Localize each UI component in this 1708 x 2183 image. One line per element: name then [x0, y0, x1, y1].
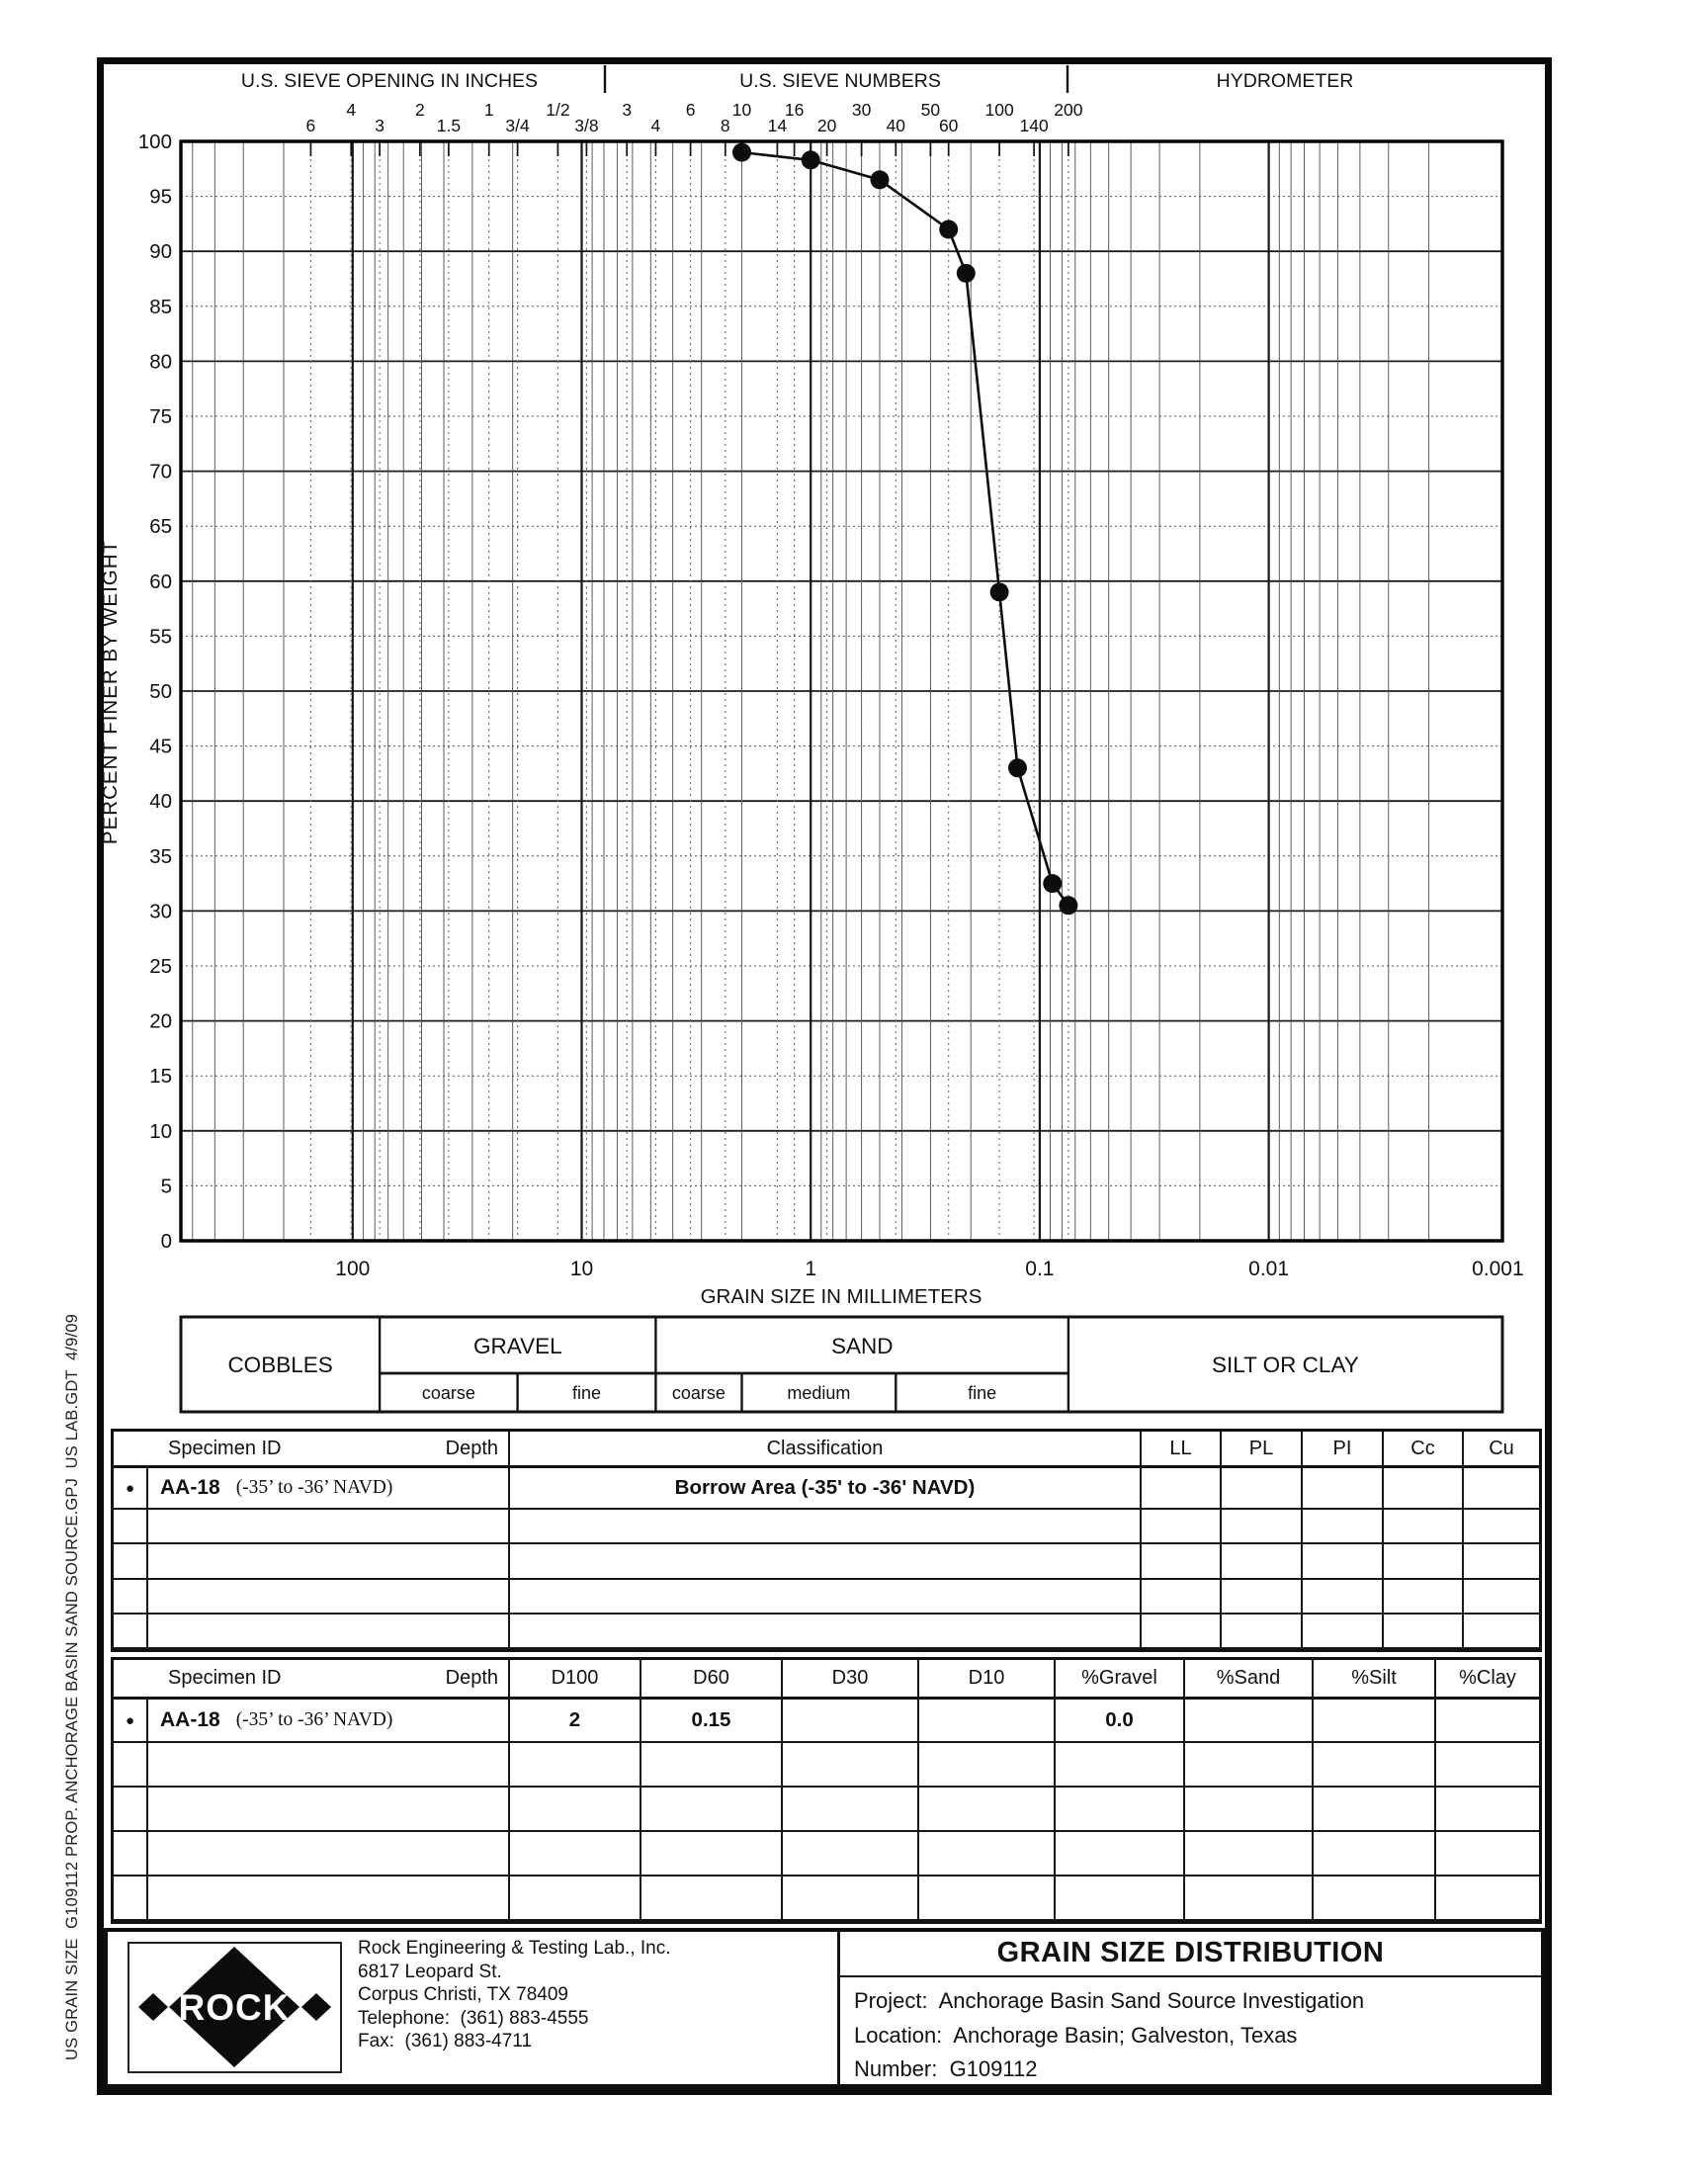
svg-text:10: 10 [149, 1119, 172, 1143]
empty-cell [1222, 1544, 1303, 1579]
empty-cell [510, 1877, 641, 1921]
cu-value [1464, 1468, 1539, 1510]
empty-cell [783, 1788, 919, 1832]
empty-cell [148, 1615, 510, 1649]
t1-header-ll: LL [1142, 1432, 1222, 1468]
d10-value [919, 1700, 1056, 1743]
empty-cell [1142, 1544, 1222, 1579]
y-axis-labels [138, 131, 172, 1253]
svg-text:25: 25 [149, 955, 172, 978]
size-fraction-labels [227, 1334, 1358, 1403]
svg-text:40: 40 [886, 116, 906, 135]
specimen-bullet: ● [114, 1468, 148, 1510]
rock-logo [128, 1942, 342, 2073]
svg-text:85: 85 [149, 295, 172, 318]
empty-cell [783, 1877, 919, 1921]
svg-text:80: 80 [149, 350, 172, 374]
empty-cell [1185, 1743, 1314, 1788]
svg-text:100: 100 [335, 1258, 371, 1280]
svg-text:14: 14 [767, 116, 788, 135]
empty-cell [510, 1832, 641, 1877]
empty-cell [1185, 1832, 1314, 1877]
rock-logo-icon [129, 1944, 340, 2071]
pctclay-value [1436, 1700, 1539, 1743]
svg-text:medium: medium [787, 1383, 851, 1403]
sieve-size-labels [306, 100, 1083, 135]
svg-text:6: 6 [305, 116, 316, 135]
ll-value [1142, 1468, 1222, 1510]
empty-cell [1222, 1615, 1303, 1649]
svg-text:100: 100 [137, 131, 172, 153]
svg-text:4: 4 [346, 100, 357, 120]
logo-right-diamond-icon [301, 1993, 331, 2021]
svg-text:0.01: 0.01 [1248, 1258, 1290, 1280]
empty-cell [510, 1544, 1142, 1579]
svg-text:75: 75 [149, 405, 172, 428]
svg-text:60: 60 [938, 116, 959, 135]
empty-cell [1056, 1832, 1185, 1877]
empty-cell [1464, 1544, 1539, 1579]
empty-cell [148, 1544, 510, 1579]
svg-text:COBBLES: COBBLES [227, 1353, 333, 1377]
top-axis-headers [241, 65, 1353, 93]
svg-text:10: 10 [569, 1258, 594, 1280]
svg-text:2: 2 [415, 100, 425, 120]
empty-cell [1314, 1832, 1436, 1877]
logo-left-diamond-icon [138, 1993, 168, 2021]
empty-cell [1436, 1877, 1539, 1921]
empty-cell [1056, 1743, 1185, 1788]
empty-cell [114, 1743, 148, 1788]
company-address-line: Fax: (361) 883-4711 [358, 2031, 533, 2052]
logo-text: ROCK [178, 1987, 291, 2028]
project-info-line: Project: Anchorage Basin Sand Source Investigation [854, 1988, 1365, 2013]
svg-text:3: 3 [375, 116, 384, 135]
specimen-id-depth: AA-18 (-35’ to -36’ NAVD) [148, 1468, 510, 1510]
y-axis-title: PERCENT FINER BY WEIGHT [99, 539, 122, 845]
svg-text:8: 8 [720, 116, 730, 135]
svg-text:90: 90 [149, 240, 172, 264]
empty-cell [1142, 1615, 1222, 1649]
svg-text:60: 60 [149, 569, 172, 593]
empty-cell [641, 1743, 783, 1788]
empty-cell [148, 1743, 510, 1788]
pl-value [1222, 1468, 1303, 1510]
empty-cell [783, 1832, 919, 1877]
svg-text:30: 30 [149, 900, 172, 923]
d60-value: 0.15 [641, 1700, 783, 1743]
empty-cell [1436, 1788, 1539, 1832]
svg-text:0.001: 0.001 [1472, 1258, 1524, 1280]
svg-text:70: 70 [149, 460, 172, 483]
empty-cell [1384, 1510, 1464, 1544]
company-address [358, 1937, 671, 2053]
svg-text:140: 140 [1019, 116, 1049, 135]
empty-cell [1464, 1615, 1539, 1649]
svg-text:1.5: 1.5 [436, 116, 462, 135]
svg-text:35: 35 [149, 844, 172, 868]
t2-header-d100: D100 [510, 1660, 641, 1700]
svg-text:3: 3 [622, 100, 633, 120]
empty-cell [148, 1580, 510, 1615]
svg-text:fine: fine [571, 1383, 602, 1403]
t1-header-cu: Cu [1464, 1432, 1539, 1468]
svg-text:15: 15 [149, 1065, 172, 1089]
empty-cell [1314, 1877, 1436, 1921]
empty-cell [148, 1510, 510, 1544]
svg-text:U.S. SIEVE OPENING IN INCHES: U.S. SIEVE OPENING IN INCHES [240, 70, 539, 92]
svg-text:65: 65 [149, 515, 172, 539]
t2-header-d10: D10 [919, 1660, 1056, 1700]
svg-text:55: 55 [149, 625, 172, 649]
svg-text:coarse: coarse [421, 1383, 475, 1403]
empty-cell [114, 1615, 148, 1649]
project-block [840, 1932, 1541, 2084]
svg-text:3/8: 3/8 [574, 116, 599, 135]
company-address-line: 6817 Leopard St. [358, 1961, 502, 1982]
svg-text:1/2: 1/2 [546, 100, 570, 120]
d30-value [783, 1700, 919, 1743]
svg-text:fine: fine [968, 1383, 997, 1403]
pctsand-value [1185, 1700, 1314, 1743]
pctsilt-value [1314, 1700, 1436, 1743]
empty-cell [1303, 1615, 1384, 1649]
empty-cell [148, 1877, 510, 1921]
empty-cell [114, 1788, 148, 1832]
t1-header-pi: PI [1303, 1432, 1384, 1468]
project-info [840, 1977, 1541, 2087]
company-address-line: Rock Engineering & Testing Lab., Inc. [358, 1938, 671, 1959]
svg-text:SAND: SAND [830, 1334, 894, 1358]
x-axis-title: GRAIN SIZE IN MILLIMETERS [700, 1285, 982, 1308]
empty-cell [1464, 1580, 1539, 1615]
empty-cell [783, 1743, 919, 1788]
company-address-line: Telephone: (361) 883-4555 [358, 2007, 589, 2029]
empty-cell [1384, 1580, 1464, 1615]
empty-cell [1185, 1788, 1314, 1832]
empty-cell [1142, 1580, 1222, 1615]
empty-cell [1303, 1544, 1384, 1579]
company-address-line: Corpus Christi, TX 78409 [358, 1984, 568, 2005]
svg-text:100: 100 [984, 100, 1014, 120]
svg-text:95: 95 [149, 185, 172, 209]
t2-header-specimen-depth: Specimen ID Depth [114, 1660, 510, 1700]
svg-text:1: 1 [805, 1258, 817, 1280]
empty-cell [1056, 1877, 1185, 1921]
empty-cell [919, 1832, 1056, 1877]
svg-text:45: 45 [149, 735, 172, 758]
svg-text:coarse: coarse [671, 1383, 726, 1403]
report-title: GRAIN SIZE DISTRIBUTION [840, 1932, 1541, 1977]
sidebar-file-caption: US GRAIN SIZE G109112 PROP. ANCHORAGE BASIN SAND SOURCE.GPJ US LAB.GDT 4/9/09 [63, 1313, 81, 2060]
empty-cell [1384, 1615, 1464, 1649]
pi-value [1303, 1468, 1384, 1510]
empty-cell [114, 1580, 148, 1615]
svg-text:SILT OR CLAY: SILT OR CLAY [1211, 1353, 1359, 1377]
svg-text:20: 20 [816, 116, 837, 135]
svg-text:U.S. SIEVE NUMBERS: U.S. SIEVE NUMBERS [739, 70, 941, 92]
empty-cell [1222, 1510, 1303, 1544]
empty-cell [114, 1877, 148, 1921]
title-block [104, 1928, 1545, 2088]
empty-cell [510, 1743, 641, 1788]
empty-cell [1436, 1832, 1539, 1877]
t2-header-pctclay: %Clay [1436, 1660, 1539, 1700]
svg-text:30: 30 [851, 100, 872, 120]
empty-cell [919, 1743, 1056, 1788]
empty-cell [641, 1832, 783, 1877]
empty-cell [114, 1544, 148, 1579]
specimen-id-depth: AA-18 (-35’ to -36’ NAVD) [148, 1700, 510, 1743]
classification-table [111, 1429, 1542, 1652]
cc-value [1384, 1468, 1464, 1510]
empty-cell [510, 1788, 641, 1832]
empty-cell [1314, 1743, 1436, 1788]
svg-text:10: 10 [731, 100, 752, 120]
svg-text:6: 6 [685, 100, 696, 120]
company-block [108, 1932, 840, 2084]
svg-text:0.1: 0.1 [1025, 1258, 1055, 1280]
specimen-bullet: ● [114, 1700, 148, 1743]
svg-text:HYDROMETER: HYDROMETER [1216, 70, 1354, 92]
t1-header-specimen-depth: Specimen ID Depth [114, 1432, 510, 1468]
empty-cell [1056, 1788, 1185, 1832]
svg-text:1: 1 [483, 100, 494, 120]
x-axis-labels [335, 1258, 1523, 1280]
svg-text:4: 4 [650, 116, 661, 135]
t2-header-pctsand: %Sand [1185, 1660, 1314, 1700]
empty-cell [919, 1877, 1056, 1921]
empty-cell [1185, 1877, 1314, 1921]
t2-header-pctsilt: %Silt [1314, 1660, 1436, 1700]
svg-text:GRAVEL: GRAVEL [472, 1334, 562, 1358]
empty-cell [114, 1832, 148, 1877]
gradation-table [111, 1657, 1542, 1924]
t2-header-d60: D60 [641, 1660, 783, 1700]
gsd-curve [742, 152, 1068, 906]
empty-cell [1303, 1580, 1384, 1615]
svg-text:200: 200 [1054, 100, 1083, 120]
svg-text:50: 50 [920, 100, 941, 120]
svg-text:0: 0 [160, 1230, 172, 1253]
t1-header-pl: PL [1222, 1432, 1303, 1468]
empty-cell [1303, 1510, 1384, 1544]
t1-header-classification: Classification [510, 1432, 1142, 1468]
t2-header-d30: D30 [783, 1660, 919, 1700]
empty-cell [1314, 1788, 1436, 1832]
pctgravel-value: 0.0 [1056, 1700, 1185, 1743]
empty-cell [919, 1788, 1056, 1832]
empty-cell [1464, 1510, 1539, 1544]
project-info-line: Location: Anchorage Basin; Galveston, Texas [854, 2022, 1298, 2048]
empty-cell [641, 1877, 783, 1921]
svg-text:20: 20 [149, 1009, 172, 1033]
t1-header-cc: Cc [1384, 1432, 1464, 1468]
empty-cell [1384, 1544, 1464, 1579]
empty-cell [510, 1580, 1142, 1615]
empty-cell [641, 1788, 783, 1832]
empty-cell [1142, 1510, 1222, 1544]
empty-cell [1222, 1580, 1303, 1615]
classification-value: Borrow Area (-35' to -36' NAVD) [510, 1468, 1142, 1510]
svg-text:50: 50 [149, 680, 172, 703]
svg-text:40: 40 [149, 790, 172, 814]
empty-cell [114, 1510, 148, 1544]
empty-cell [1436, 1743, 1539, 1788]
empty-cell [510, 1615, 1142, 1649]
d100-value: 2 [510, 1700, 641, 1743]
svg-text:16: 16 [784, 100, 805, 120]
svg-text:3/4: 3/4 [505, 116, 530, 135]
empty-cell [148, 1832, 510, 1877]
project-info-line: Number: G109112 [854, 2056, 1038, 2081]
svg-text:5: 5 [160, 1175, 172, 1198]
empty-cell [510, 1510, 1142, 1544]
t2-header-pctgravel: %Gravel [1056, 1660, 1185, 1700]
empty-cell [148, 1788, 510, 1832]
